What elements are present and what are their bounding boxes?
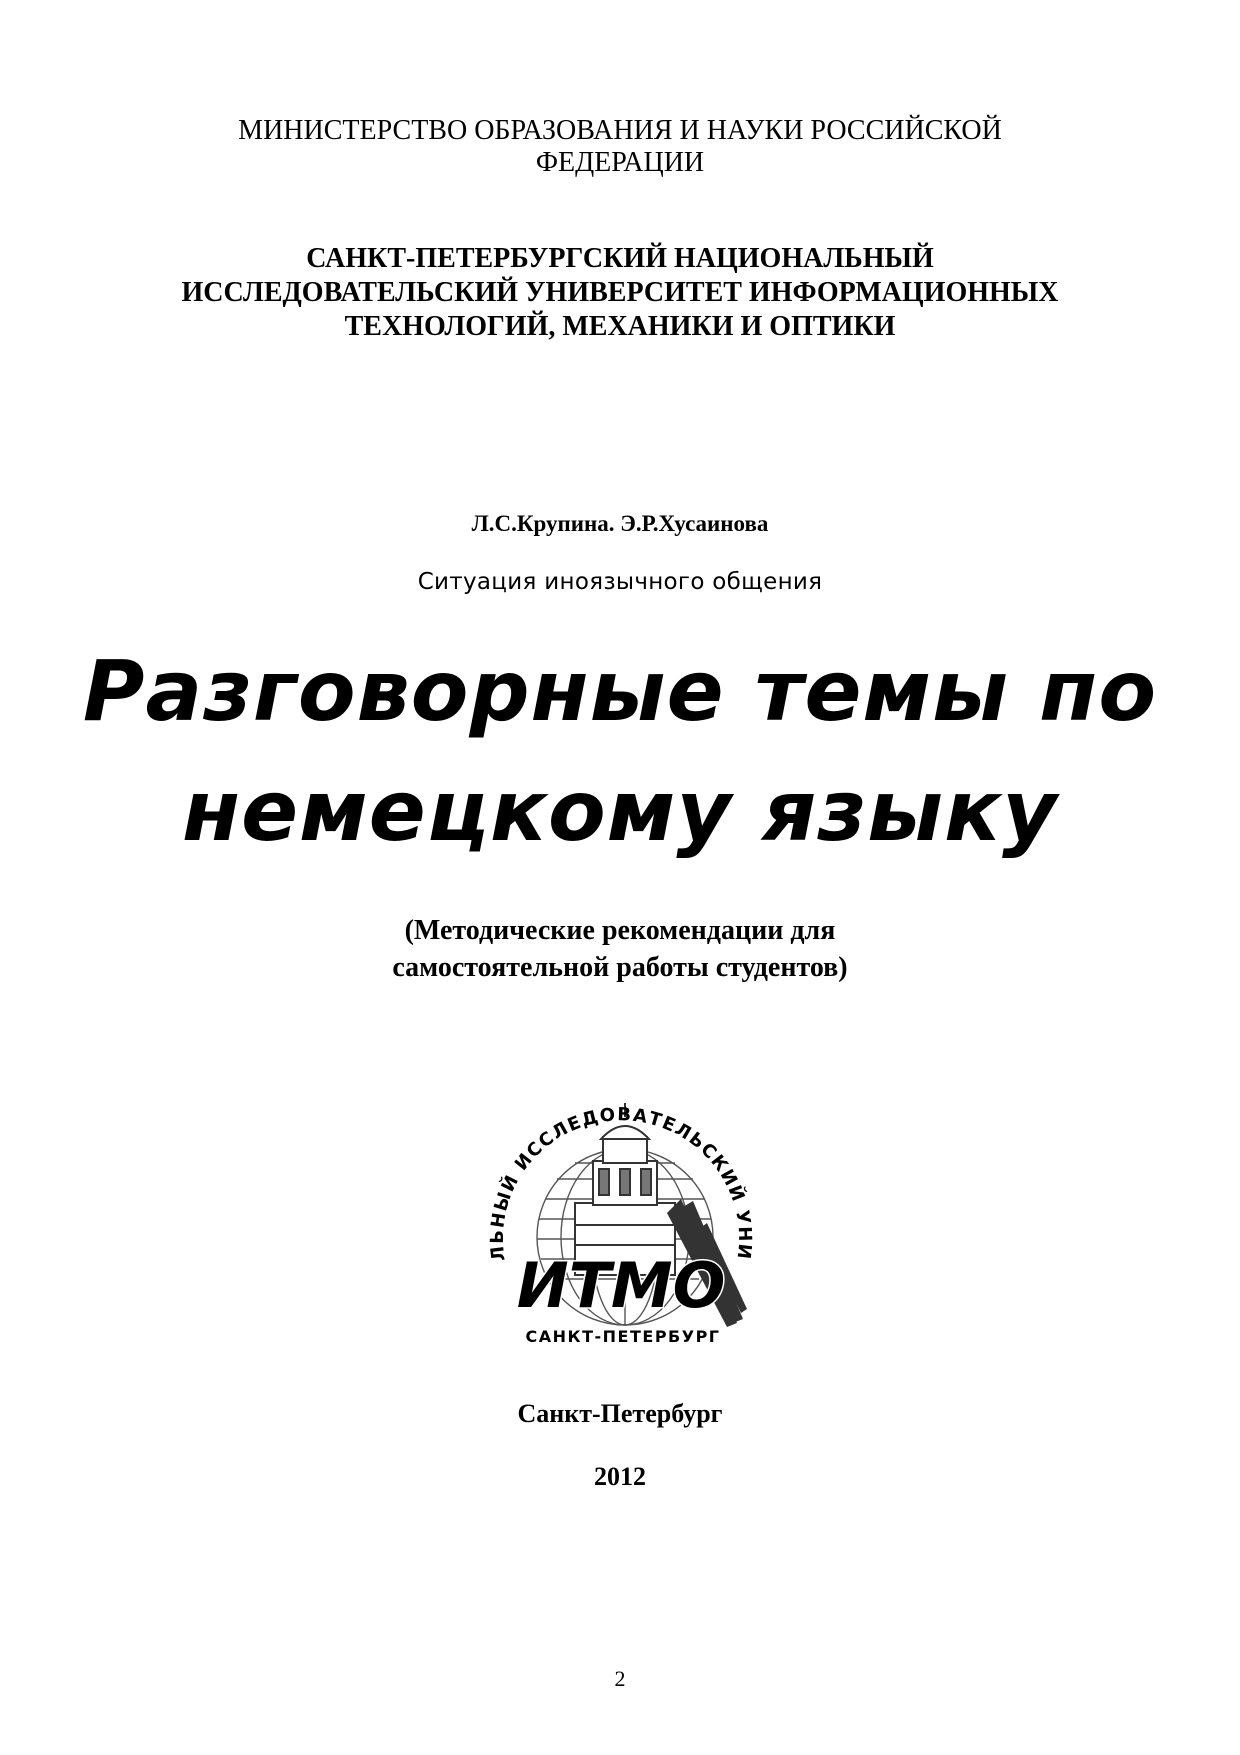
year: 2012 bbox=[594, 1462, 646, 1491]
title-line-2: немецкому языку bbox=[182, 762, 1058, 860]
itmo-university-logo-icon bbox=[475, 1095, 765, 1355]
ministry-line-2: ФЕДЕРАЦИИ bbox=[535, 147, 705, 178]
authors: Л.С.Крупина. Э.Р.Хусаинова bbox=[471, 511, 769, 536]
logo-emblem-text: ИТМО bbox=[516, 1249, 726, 1322]
subtitle: Ситуация иноязычного общения bbox=[417, 569, 823, 595]
university-line-3: ТЕХНОЛОГИЙ, МЕХАНИКИ И ОПТИКИ bbox=[344, 311, 896, 342]
logo-bottom-text: САНКТ-ПЕТЕРБУРГ bbox=[525, 1327, 721, 1346]
title-line-1: Разговорные темы по bbox=[82, 642, 1158, 740]
city: Санкт-Петербург bbox=[517, 1399, 723, 1428]
note-line-2: самостоятельной работы студентов) bbox=[392, 952, 848, 983]
page-number: 2 bbox=[614, 1666, 626, 1691]
university-line-1: САНКТ-ПЕТЕРБУРГСКИЙ НАЦИОНАЛЬНЫЙ bbox=[306, 243, 934, 274]
note-line-1: (Методические рекомендации для bbox=[404, 915, 836, 946]
university-line-2: ИССЛЕДОВАТЕЛЬСКИЙ УНИВЕРСИТЕТ ИНФОРМАЦИОННЫХ bbox=[181, 277, 1059, 308]
ministry-line-1: МИНИСТЕРСТВО ОБРАЗОВАНИЯ И НАУКИ РОССИЙСКОЙ bbox=[238, 115, 1002, 146]
logo-arc-text: ЛЬНЫЙ ИССЛЕДОВАТЕЛЬСКИЙ УНИ bbox=[486, 1104, 756, 1263]
logo-graphic bbox=[475, 1095, 765, 1355]
